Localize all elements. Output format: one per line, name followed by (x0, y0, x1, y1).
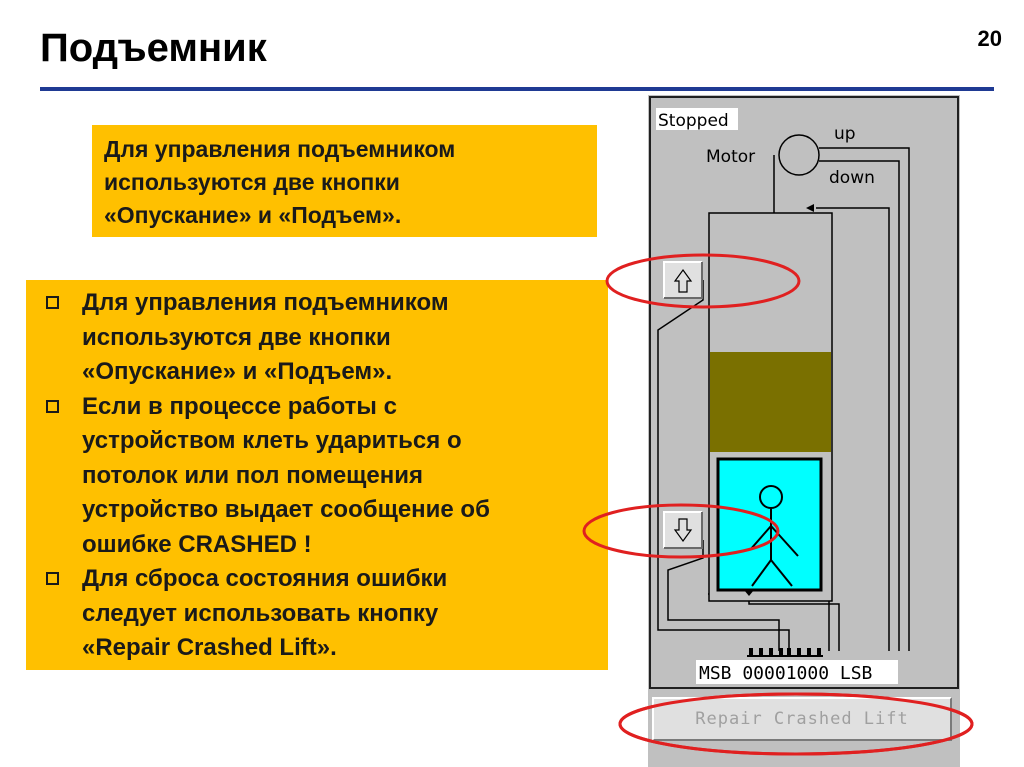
motor-label: Motor (706, 147, 756, 167)
repair-crashed-lift-button[interactable]: Repair Crashed Lift (652, 697, 952, 741)
bullet-line: ошибке CRASHED ! (82, 530, 312, 558)
bullet-line: используются две кнопки (82, 323, 391, 351)
status-label: Stopped (658, 111, 729, 131)
checkbox-bullet-icon (46, 296, 59, 309)
bullet-line: следует использовать кнопку (82, 599, 439, 627)
slide-number: 20 (977, 26, 1002, 51)
bullets-box (26, 280, 608, 670)
up-label: up (834, 124, 856, 144)
bullet-line: «Repair Crashed Lift». (82, 634, 337, 661)
slide-title: Подъемник (40, 26, 267, 70)
down-button[interactable] (664, 512, 702, 548)
intro-line: «Опускание» и «Подъем». (104, 202, 402, 228)
bullet-line: Для управления подъемником (82, 289, 449, 316)
counterweight (710, 352, 831, 452)
up-button[interactable] (664, 262, 702, 298)
intro-line: Для управления подъемником (104, 136, 456, 162)
checkbox-bullet-icon (46, 572, 59, 585)
bullet-item (36, 390, 598, 563)
bullet-line: устройство выдает сообщение об (82, 496, 490, 523)
bullet-line: потолок или пол помещения (82, 461, 424, 489)
register-readout: MSB 00001000 LSB (699, 663, 873, 684)
intro-line: используются две кнопки (104, 169, 400, 195)
bullet-line: Для сброса состояния ошибки (82, 565, 448, 592)
bullet-line: «Опускание» и «Подъем». (82, 358, 393, 385)
bullet-line: Если в процессе работы с (82, 392, 397, 420)
bullet-item (36, 286, 598, 390)
bullet-line: устройством клеть удариться о (82, 427, 462, 454)
intro-box (92, 125, 597, 237)
down-label: down (829, 168, 875, 188)
lift-cage (718, 459, 821, 590)
title-divider (40, 87, 994, 91)
bullet-item (36, 562, 598, 666)
checkbox-bullet-icon (46, 400, 59, 413)
motor-icon (779, 135, 819, 175)
